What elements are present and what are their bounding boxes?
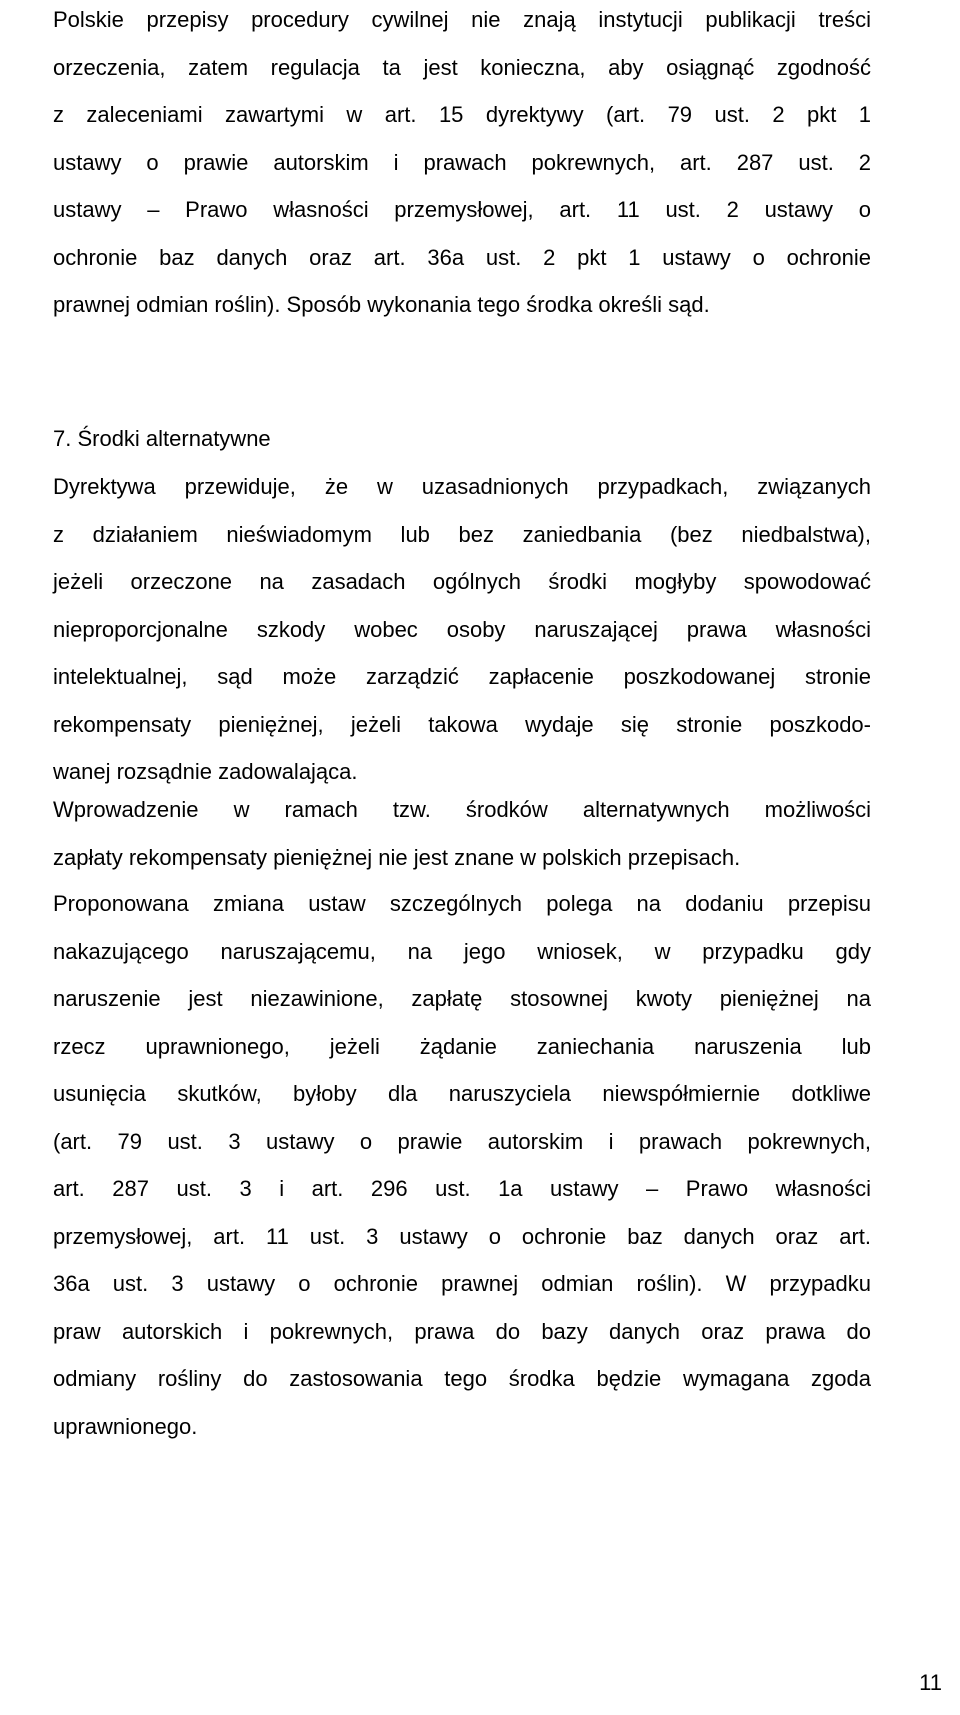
text-line: Proponowana zmiana ustaw szczególnych polega na dodaniu przepisu <box>53 891 871 916</box>
text-line: prawnej odmian roślin). Sposób wykonania tego środka określi sąd. <box>53 292 710 317</box>
text-line: Dyrektywa przewiduje, że w uzasadnionych przypadkach, związanych <box>53 474 871 499</box>
text-line: art. 287 ust. 3 i art. 296 ust. 1a ustawy – Prawo własności <box>53 1176 871 1201</box>
section-heading: 7. Środki alternatywne <box>53 426 271 451</box>
text-line: odmiany rośliny do zastosowania tego środka będzie wymagana zgoda <box>53 1366 871 1391</box>
text-line: Wprowadzenie w ramach tzw. środków alternatywnych możliwości <box>53 797 871 822</box>
text-line: Polskie przepisy procedury cywilnej nie znają instytucji publikacji treści <box>53 7 871 32</box>
text-line: usunięcia skutków, byłoby dla naruszyciela niewspółmiernie dotkliwe <box>53 1081 871 1106</box>
text-line: (art. 79 ust. 3 ustawy o prawie autorskim i prawach pokrewnych, <box>53 1128 871 1154</box>
text-line: ustawy – Prawo własności przemysłowej, art. 11 ust. 2 ustawy o <box>53 197 871 222</box>
text-line: przemysłowej, art. 11 ust. 3 ustawy o ochronie baz danych oraz art. <box>53 1223 871 1249</box>
paragraph-directive <box>53 463 871 796</box>
text-line: zapłaty rekompensaty pieniężnej nie jest znane w polskich przepisach. <box>53 844 741 870</box>
page-number: 11 <box>919 1670 942 1695</box>
text-line: nieproporcjonalne szkody wobec osoby naruszającej prawa własności <box>53 616 871 642</box>
text-line: z działaniem nieświadomym lub bez zaniedbania (bez niedbalstwa), <box>53 521 871 547</box>
text-line: orzeczenia, zatem regulacja ta jest konieczna, aby osiągnąć zgodność <box>53 54 871 80</box>
text-line: ustawy o prawie autorskim i prawach pokrewnych, art. 287 ust. 2 <box>53 149 871 175</box>
text-line: praw autorskich i pokrewnych, prawa do bazy danych oraz prawa do <box>53 1318 871 1344</box>
text-line: jeżeli orzeczone na zasadach ogólnych środki mogłyby spowodować <box>53 569 871 594</box>
text-line: uprawnionego. <box>53 1413 198 1439</box>
text-line: ochronie baz danych oraz art. 36a ust. 2 pkt 1 ustawy o ochronie <box>53 244 871 270</box>
text-line: wanej rozsądnie zadowalająca. <box>53 759 358 784</box>
text-line: z zaleceniami zawartymi w art. 15 dyrektywy (art. 79 ust. 2 pkt 1 <box>53 102 871 127</box>
text-line: 36a ust. 3 ustawy o ochronie prawnej odmian roślin). W przypadku <box>53 1271 871 1296</box>
paragraph-alternative-measures <box>53 786 871 881</box>
text-line: naruszenie jest niezawinione, zapłatę stosownej kwoty pieniężnej na <box>53 986 871 1011</box>
text-line: intelektualnej, sąd może zarządzić zapłacenie poszkodowanej stronie <box>53 664 871 689</box>
text-line: nakazującego naruszającemu, na jego wniosek, w przypadku gdy <box>53 938 871 964</box>
paragraph-publication <box>53 0 871 329</box>
text-line: rzecz uprawnionego, jeżeli żądanie zaniechania naruszenia lub <box>53 1033 871 1059</box>
paragraph-proposed-change <box>53 880 871 1450</box>
text-line: rekompensaty pieniężnej, jeżeli takowa wydaje się stronie poszkodo- <box>53 711 871 737</box>
